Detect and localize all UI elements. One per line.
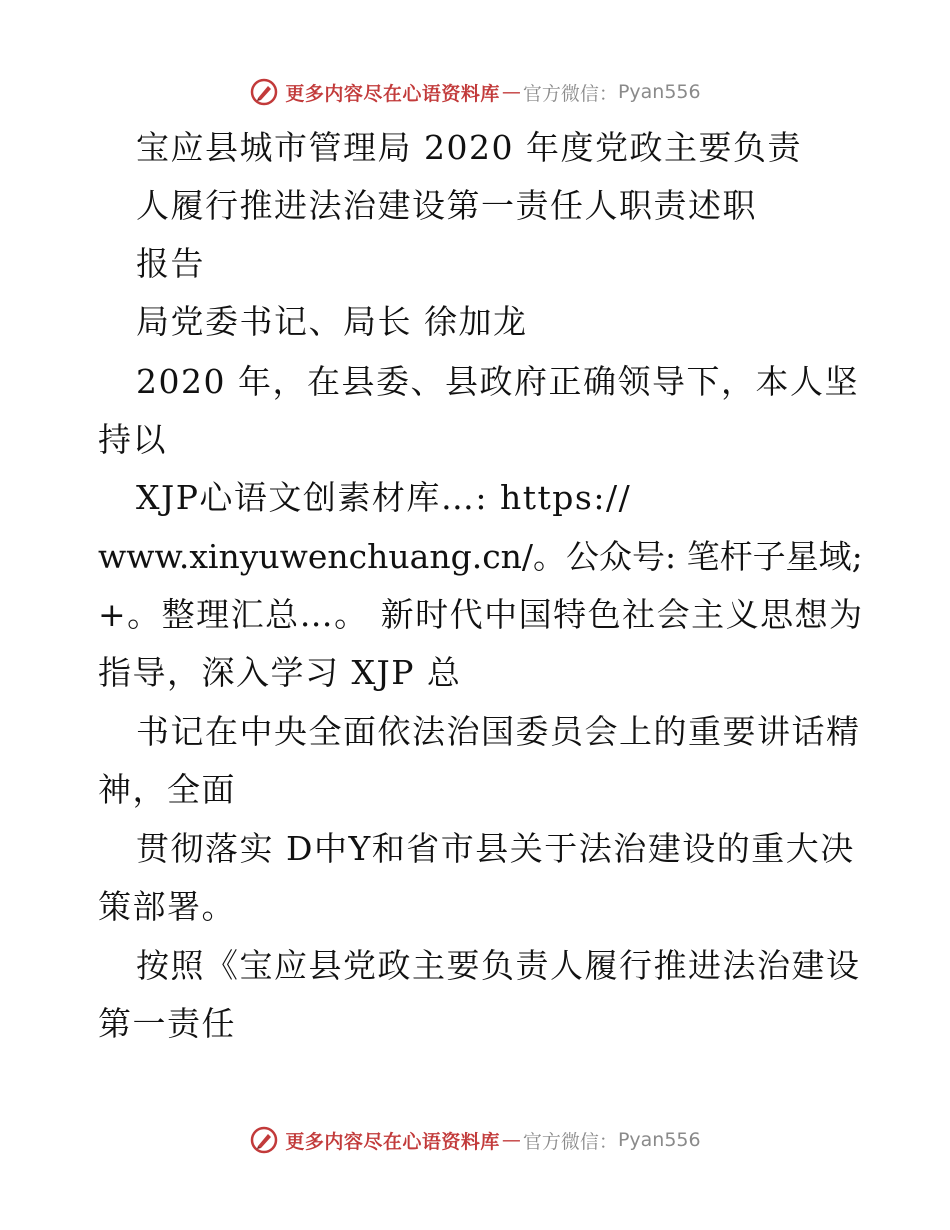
body-line-2: 持以 (98, 420, 167, 459)
banner-main-text: 更多内容尽在心语资料库 (285, 82, 500, 105)
body-line-7: 书记在中央全面依法治国委员会上的重要讲话精 (136, 712, 861, 751)
footer-main-text: 更多内容尽在心语资料库 (285, 1130, 500, 1153)
author-line: 局党委书记、局长 徐加龙 (136, 302, 528, 341)
header-banner (0, 72, 950, 112)
body-line-6: 指导，深入学习 XJP 总 (98, 653, 462, 692)
title-line-3: 报告 (136, 244, 205, 283)
pen-logo-icon (249, 77, 279, 107)
title-line-1: 宝应县城市管理局 2020 年度党政主要负责 (136, 128, 802, 167)
footer-wechat-id: Pyan556 (617, 1129, 701, 1151)
body-line-9: 贯彻落实 D中Y和省市县关于法治建设的重大决 (136, 829, 855, 868)
body-line-12: 第一责任 (98, 1004, 236, 1043)
body-line-4: www.xinyuwenchuang.cn/。公众号: 笔杆子星域; (98, 537, 863, 576)
footer-wechat-label: 官方微信： (522, 1130, 618, 1153)
body-line-8: 神，全面 (98, 770, 236, 809)
body-line-10: 策部署。 (98, 887, 236, 926)
body-line-11: 按照《宝应县党政主要负责人履行推进法治建设 (136, 946, 861, 985)
body-line-3: XJP心语文创素材库…: https:// (136, 478, 632, 517)
banner-wechat-label: 官方微信： (522, 82, 618, 105)
pen-logo-icon (249, 1125, 279, 1155)
footer-separator: — (501, 1129, 521, 1151)
banner-separator: — (501, 81, 521, 103)
title-line-2: 人履行推进法治建设第一责任人职责述职 (136, 186, 757, 225)
body-line-1: 2020 年，在县委、县政府正确领导下，本人坚 (136, 362, 859, 401)
body-line-5: +。整理汇总…。 新时代中国特色社会主义思想为 (98, 595, 864, 634)
footer-banner (0, 1120, 950, 1160)
banner-wechat-id: Pyan556 (617, 81, 701, 103)
